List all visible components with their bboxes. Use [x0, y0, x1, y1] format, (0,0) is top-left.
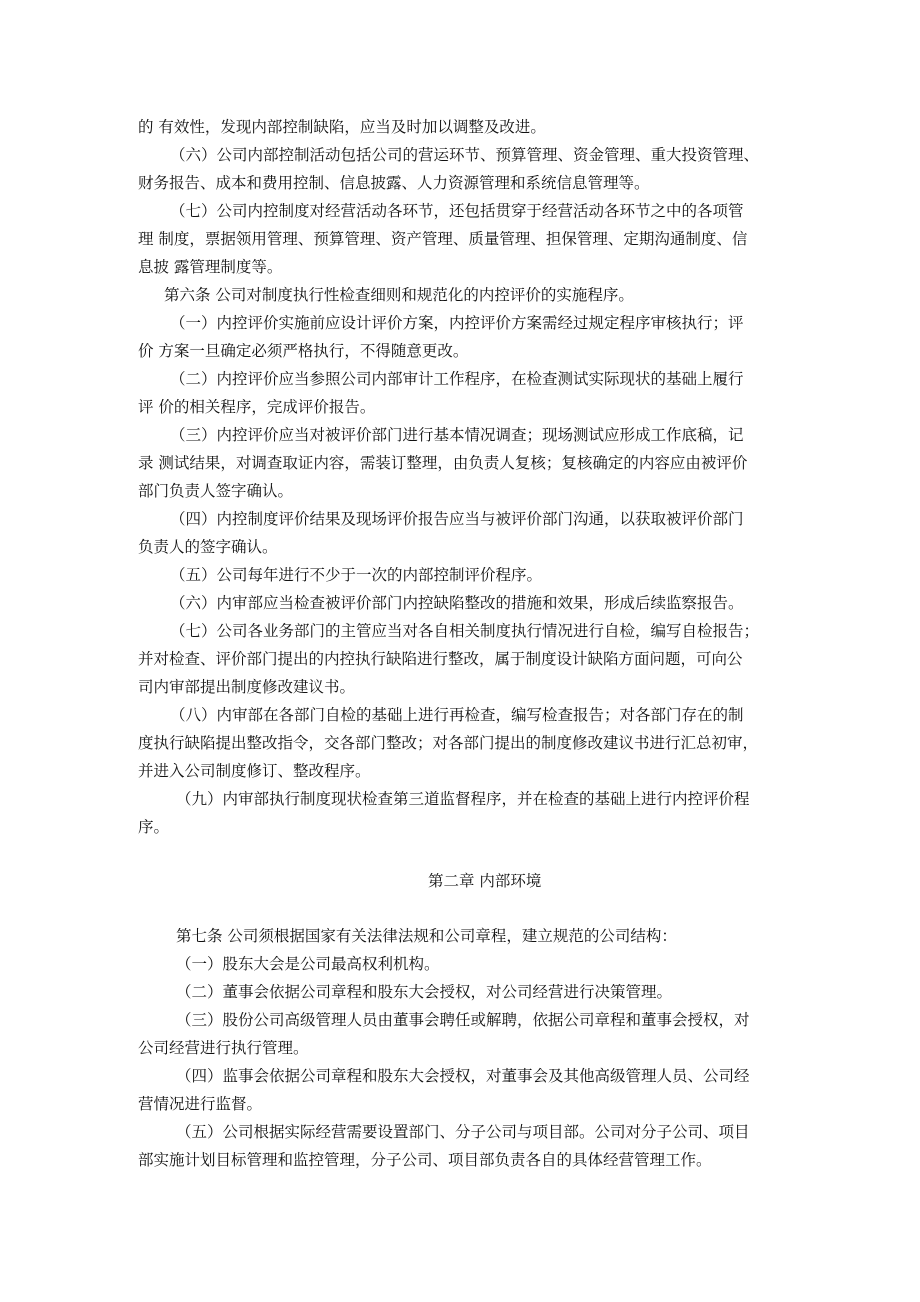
article-heading: 第七条 公司须根据国家有关法律法规和公司章程，建立规范的公司结构： — [176, 927, 677, 945]
text-line: （六）内审部应当检查被评价部门内控缺陷整改的措施和效果，形成后续监察报告。 — [170, 594, 744, 612]
text-line: （四）内控制度评价结果及现场评价报告应当与被评价部门沟通，以获取被评价部门 — [170, 510, 744, 528]
text-line: 理 制度，票据领用管理、预算管理、资产管理、质量管理、担保管理、定期沟通制度、信 — [138, 230, 748, 248]
text-line: 序。 — [138, 818, 170, 836]
text-line: （八）内审部在各部门自检的基础上进行再检查，编写检查报告；对各部门存在的制 — [170, 706, 744, 724]
text-line: 价 方案一旦确定必须严格执行，不得随意更改。 — [138, 342, 469, 360]
text-line: 度执行缺陷提出整改指令，交各部门整改；对各部门提出的制度修改建议书进行汇总初审， — [138, 734, 759, 752]
text-line: （七）公司内控制度对经营活动各环节，还包括贯穿于经营活动各环节之中的各项管 — [170, 202, 744, 220]
text-line: 并对检查、评价部门提出的内控执行缺陷进行整改，属于制度设计缺陷方面问题，可向公 — [138, 650, 743, 668]
text-line: （一）股东大会是公司最高权利机构。 — [176, 955, 440, 973]
text-line: （六）公司内部控制活动包括公司的营运环节、预算管理、资金管理、重大投资管理、 — [170, 146, 760, 164]
text-line: 营情况进行监督。 — [138, 1095, 263, 1113]
text-line: （九）内审部执行制度现状检查第三道监督程序，并在检查的基础上进行内控评价程 — [176, 790, 750, 808]
text-line: 评 价的相关程序，完成评价报告。 — [138, 398, 376, 416]
text-line: 的 有效性，发现内部控制缺陷，应当及时加以调整及改进。 — [138, 118, 546, 136]
text-line: （三）股份公司高级管理人员由董事会聘任或解聘，依据公司章程和董事会授权，对 — [176, 1011, 750, 1029]
text-line: （五）公司根据实际经营需要设置部门、分子公司与项目部。公司对分子公司、项目 — [176, 1123, 750, 1141]
article-heading: 第六条 公司对制度执行性检查细则和规范化的内控评价的实施程序。 — [164, 286, 634, 304]
text-line: （五）公司每年进行不少于一次的内部控制评价程序。 — [170, 566, 543, 584]
text-line: 息披 露管理制度等。 — [138, 258, 283, 276]
chapter-heading: 第二章 内部环境 — [428, 872, 542, 890]
text-line: 部门负责人签字确认。 — [138, 482, 294, 500]
text-line: 并进入公司制度修订、整改程序。 — [138, 762, 371, 780]
text-line: （一）内控评价实施前应设计评价方案，内控评价方案需经过规定程序审核执行；评 — [170, 314, 744, 332]
text-line: 负责人的签字确认。 — [138, 538, 278, 556]
text-line: （七）公司各业务部门的主管应当对各自相关制度执行情况进行自检，编写自检报告； — [170, 622, 760, 640]
text-line: 录 测试结果，对调查取证内容，需装订整理，由负责人复核；复核确定的内容应由被评价 — [138, 454, 748, 472]
text-line: （三）内控评价应当对被评价部门进行基本情况调查；现场测试应形成工作底稿，记 — [170, 426, 744, 444]
text-line: （四）监事会依据公司章程和股东大会授权，对董事会及其他高级管理人员、公司经 — [176, 1067, 750, 1085]
text-line: 财务报告、成本和费用控制、信息披露、人力资源管理和系统信息管理等。 — [138, 174, 650, 192]
text-line: 部实施计划目标管理和监控管理，分子公司、项目部负责各自的具体经营管理工作。 — [138, 1151, 712, 1169]
text-line: 公司经营进行执行管理。 — [138, 1039, 309, 1057]
text-line: （二）董事会依据公司章程和股东大会授权，对公司经营进行决策管理。 — [176, 983, 673, 1001]
text-line: 司内审部提出制度修改建议书。 — [138, 678, 356, 696]
text-line: （二）内控评价应当参照公司内部审计工作程序，在检查测试实际现状的基础上履行 — [170, 370, 744, 388]
